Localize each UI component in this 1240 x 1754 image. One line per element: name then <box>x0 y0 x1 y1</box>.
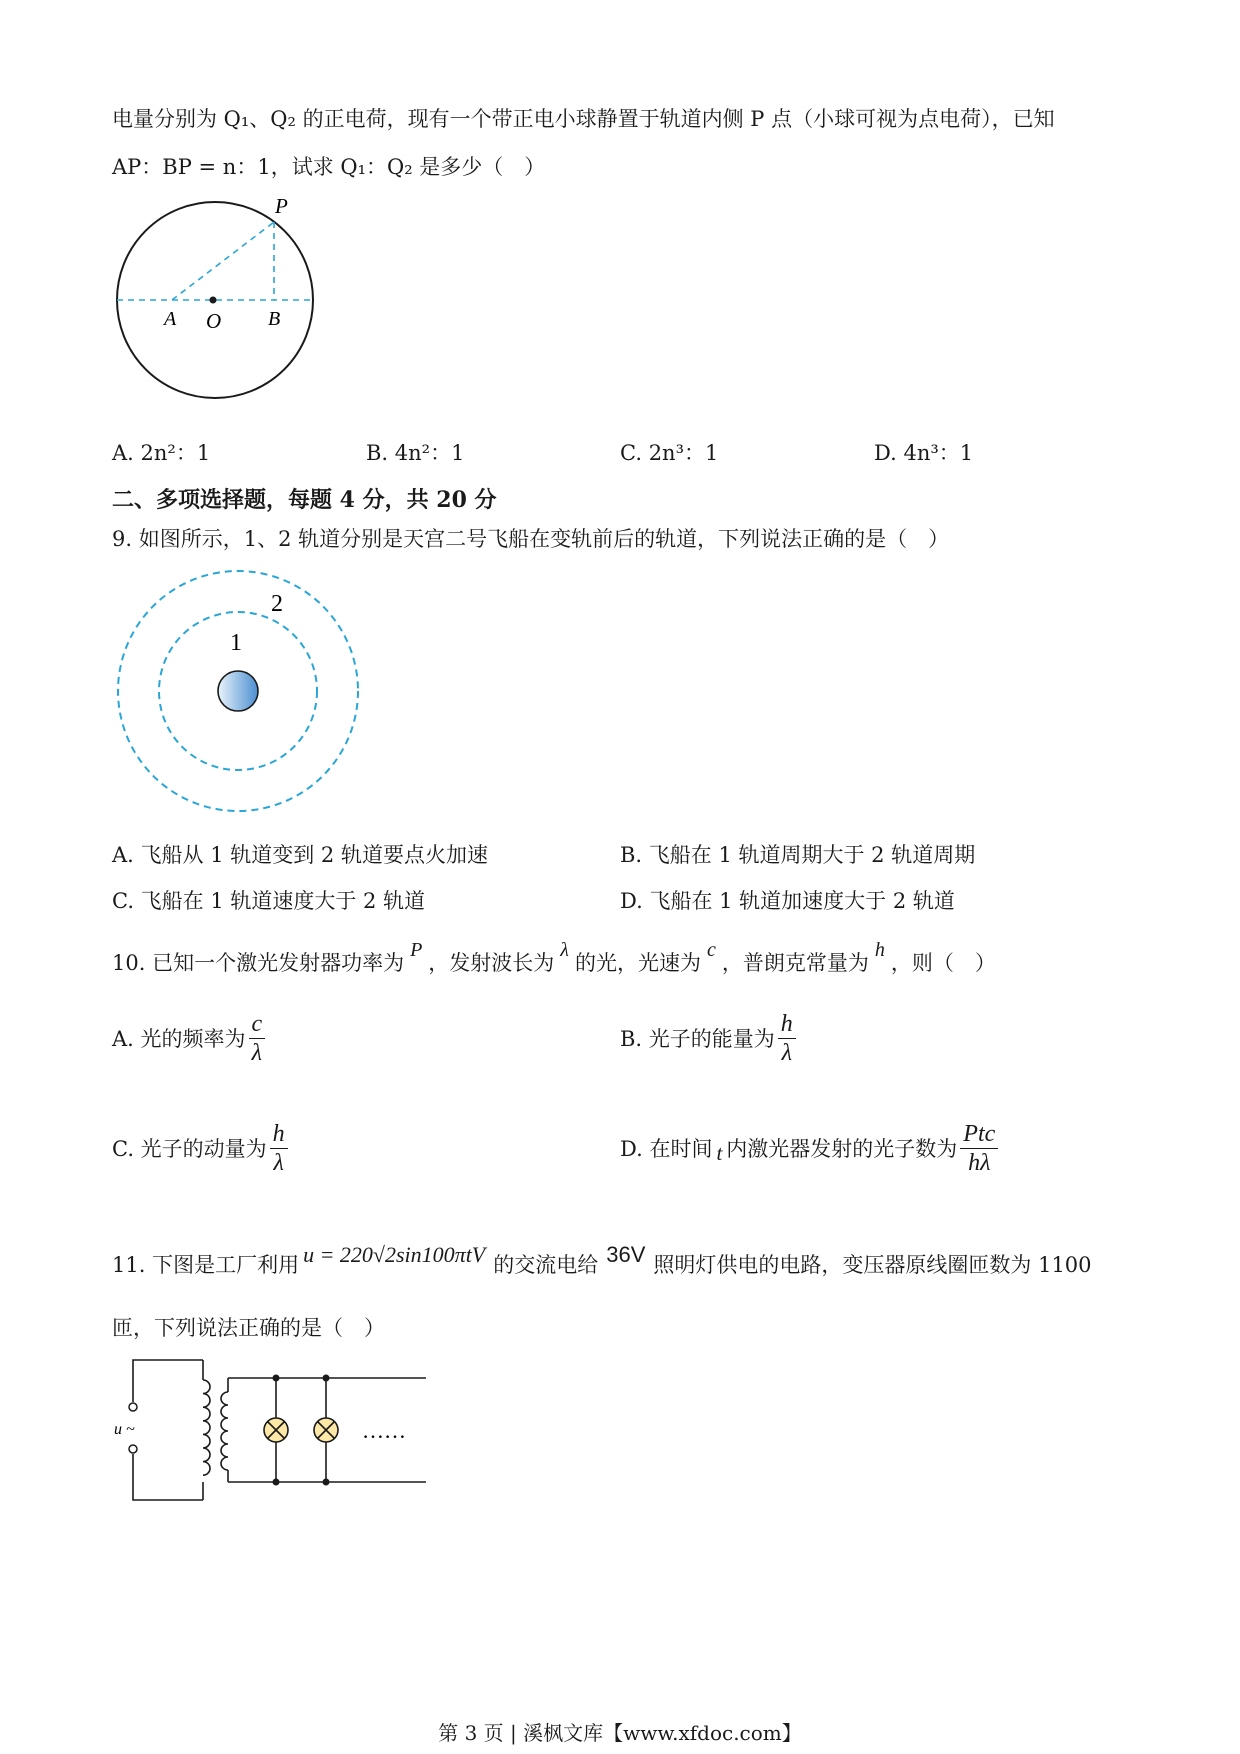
option-letter: C. <box>620 441 642 465</box>
option-text: 2n²：1 <box>140 441 211 465</box>
terminal-bottom <box>129 1445 137 1453</box>
time-variable: t <box>716 1140 723 1165</box>
option-text: D. 在时间 <box>620 1136 713 1161</box>
option-letter: A. <box>112 441 134 465</box>
q9-option-d[interactable]: D. 飞船在 1 轨道加速度大于 2 轨道 <box>620 889 955 913</box>
stem-text: ，普朗克常量为 <box>721 951 869 975</box>
wavelength-symbol: λ <box>560 939 569 961</box>
lamp-voltage: 36V <box>606 1242 646 1267</box>
stem-text: 的光，光速为 <box>574 951 701 975</box>
stem-text: ，则（ ） <box>890 951 996 975</box>
more-lamps-dots: …… <box>362 1418 406 1443</box>
q9-option-b[interactable]: B. 飞船在 1 轨道周期大于 2 轨道周期 <box>620 843 976 867</box>
planet <box>218 671 258 711</box>
stem-text: 10. 已知一个激光发射器功率为 <box>112 951 405 975</box>
numerator: Ptc <box>960 1120 998 1149</box>
stem-text: 的交流电给 <box>493 1253 599 1277</box>
q8-option-b[interactable] <box>366 438 464 468</box>
q11-stem-line2: 匝，下列说法正确的是（ ） <box>112 1316 385 1340</box>
label-p: P <box>275 194 288 218</box>
stem-text: 11. 下图是工厂利用 <box>112 1253 300 1277</box>
denominator: λ <box>251 1040 263 1066</box>
fraction <box>960 1120 998 1177</box>
denominator: λ <box>273 1150 284 1176</box>
numerator: h <box>778 1010 796 1039</box>
q10-option-b[interactable] <box>620 1010 799 1067</box>
label-a: A <box>164 308 177 330</box>
q8-stem-line1: 电量分别为 Q₁、Q₂ 的正电荷，现有一个带正电小球静置于轨道内侧 P 点（小球可视为点电荷），已知 <box>112 107 1055 131</box>
q8-option-c[interactable] <box>620 438 718 468</box>
page-footer: 第 3 页 | 溪枫文库【www.xfdoc.com】 <box>438 1721 802 1745</box>
voltage-formula: u = 220√2sin100πtV <box>303 1242 486 1267</box>
label-o: O <box>206 309 222 333</box>
option-text: 4n³：1 <box>903 441 974 465</box>
q8-circle-figure <box>100 185 330 415</box>
denominator: hλ <box>968 1150 991 1176</box>
q11-circuit-figure <box>108 1350 428 1512</box>
option-letter: D. <box>874 441 897 465</box>
fraction <box>270 1120 288 1177</box>
denominator: λ <box>781 1040 792 1066</box>
option-text: 内激光器发射的光子数为 <box>726 1136 958 1161</box>
q8-option-a[interactable] <box>112 438 210 468</box>
section-heading: 二、多项选择题，每题 4 分，共 20 分 <box>112 487 497 513</box>
option-text: 2n³：1 <box>648 441 719 465</box>
primary-wire-top <box>133 1360 203 1402</box>
fraction <box>249 1010 266 1067</box>
fraction <box>778 1010 796 1067</box>
center-dot <box>210 297 217 304</box>
option-text: B. 光子的能量为 <box>620 1026 775 1051</box>
orbit-2-label: 2 <box>271 591 283 617</box>
q10-stem <box>112 939 996 979</box>
q10-option-d[interactable] <box>620 1120 1001 1177</box>
ap-line <box>172 222 274 300</box>
option-text: A. 光的频率为 <box>112 1026 246 1051</box>
q9-orbit-figure <box>110 562 370 822</box>
q9-option-c[interactable]: C. 飞船在 1 轨道速度大于 2 轨道 <box>112 889 426 913</box>
numerator: h <box>270 1120 288 1149</box>
secondary-coil <box>221 1392 228 1470</box>
source-label: u ~ <box>114 1421 135 1438</box>
q10-option-a[interactable] <box>112 1010 268 1067</box>
q10-option-c[interactable] <box>112 1120 291 1177</box>
primary-coil <box>203 1380 210 1475</box>
terminal-top <box>129 1403 137 1411</box>
option-text: 4n²：1 <box>394 441 465 465</box>
label-b: B <box>268 308 281 330</box>
option-letter: B. <box>366 441 389 465</box>
power-symbol: P <box>410 939 423 961</box>
orbit-1-label: 1 <box>230 630 242 656</box>
stem-text: 照明灯供电的电路，变压器原线圈匝数为 1100 <box>653 1253 1092 1277</box>
q9-option-a[interactable]: A. 飞船从 1 轨道变到 2 轨道要点火加速 <box>112 843 488 867</box>
q8-stem-line2: AP：BP = n：1，试求 Q₁：Q₂ 是多少（ ） <box>112 155 546 179</box>
numerator: c <box>249 1010 266 1039</box>
light-speed-symbol: c <box>706 939 716 961</box>
planck-symbol: h <box>874 939 885 961</box>
option-text: C. 光子的动量为 <box>112 1136 267 1161</box>
q8-option-d[interactable] <box>874 438 973 468</box>
stem-text: ，发射波长为 <box>428 951 555 975</box>
primary-wire-bottom <box>133 1454 203 1500</box>
q11-stem-line1 <box>112 1242 1092 1280</box>
q9-stem: 9. 如图所示，1、2 轨道分别是天宫二号飞船在变轨前后的轨道，下列说法正确的是（ ） <box>112 527 950 551</box>
